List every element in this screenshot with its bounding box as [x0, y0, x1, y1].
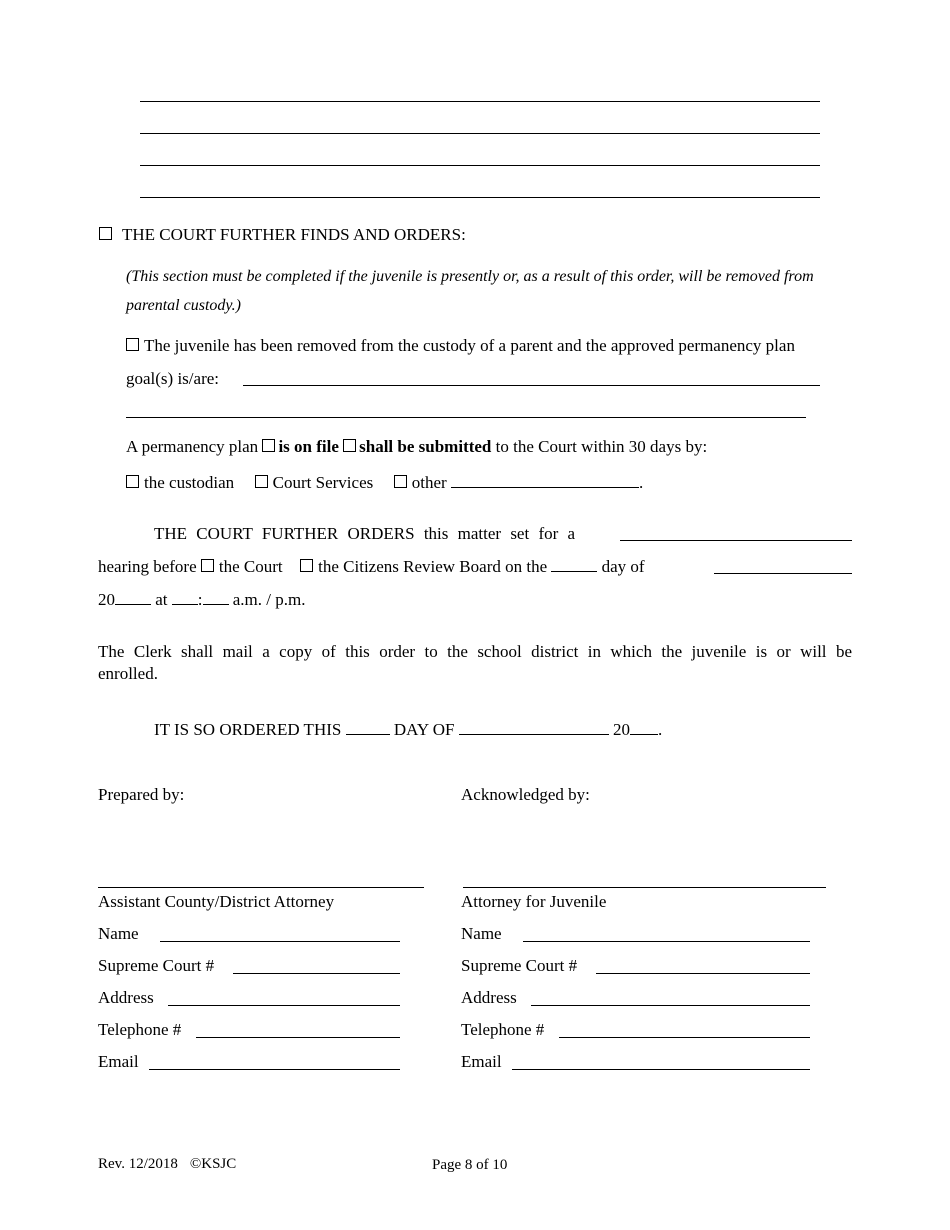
left-address-label: Address	[98, 988, 154, 1007]
hearing-year-input[interactable]	[115, 590, 151, 605]
custodian-checkbox[interactable]	[126, 475, 139, 488]
copyright-text: ©KSJC	[189, 1156, 237, 1172]
hearing-hour-input[interactable]	[172, 590, 198, 605]
right-address-input[interactable]	[531, 1005, 810, 1006]
board-checkbox[interactable]	[300, 559, 313, 572]
right-telephone-label: Telephone #	[461, 1020, 545, 1039]
right-supreme-input[interactable]	[596, 973, 810, 974]
prepared-by-label: Prepared by:	[98, 785, 185, 804]
ampm-label: a.m. / p.m.	[232, 590, 306, 609]
court-services-checkbox[interactable]	[255, 475, 268, 488]
custodian-label: the custodian	[144, 473, 235, 492]
ordered-day-of: DAY OF	[393, 720, 455, 739]
ordered-year-prefix: 20	[612, 720, 630, 739]
orders-line-1: THE COURT FURTHER ORDERS this matter set for a	[154, 524, 576, 543]
ordered-year-input[interactable]	[630, 720, 658, 735]
removed-text: The juvenile has been removed from the custody of a parent and the approved permanency plan	[144, 336, 795, 355]
page-number: Page 8 of 10	[432, 1157, 508, 1173]
other-input[interactable]	[451, 473, 639, 488]
left-name-label: Name	[98, 924, 139, 943]
findings-heading: THE COURT FURTHER FINDS AND ORDERS:	[122, 225, 466, 244]
right-title: Attorney for Juvenile	[461, 892, 607, 911]
blank-line-1[interactable]	[140, 101, 820, 102]
right-email-label: Email	[461, 1052, 502, 1071]
goals-input-2[interactable]	[126, 417, 806, 418]
time-colon: :	[197, 590, 203, 609]
court-services-label: Court Services	[272, 473, 374, 492]
clerk-line-2: enrolled.	[98, 664, 158, 683]
left-address-input[interactable]	[168, 1005, 400, 1006]
court-checkbox[interactable]	[201, 559, 214, 572]
hearing-month-input[interactable]	[714, 573, 852, 574]
left-email-input[interactable]	[149, 1069, 400, 1070]
ordered-month-input[interactable]	[459, 720, 609, 735]
findings-checkbox[interactable]	[99, 227, 112, 240]
blank-line-4[interactable]	[140, 197, 820, 198]
plan-suffix: to the Court within 30 days by:	[495, 437, 708, 456]
findings-heading-row	[99, 225, 466, 245]
goals-label: goal(s) is/are:	[126, 369, 219, 388]
left-email-label: Email	[98, 1052, 139, 1071]
clerk-line-1: The Clerk shall mail a copy of this order to the school district in which the juvenile is or will be	[98, 642, 852, 661]
right-signature-line[interactable]	[463, 887, 826, 888]
instruction-line-2: parental custody.)	[126, 297, 241, 314]
right-name-input[interactable]	[523, 941, 810, 942]
removed-checkbox[interactable]	[126, 338, 139, 351]
on-file-label: is on file	[278, 437, 339, 456]
on-file-checkbox[interactable]	[262, 439, 275, 452]
left-signature-line[interactable]	[98, 887, 424, 888]
shall-submit-checkbox[interactable]	[343, 439, 356, 452]
right-telephone-input[interactable]	[559, 1037, 810, 1038]
hearing-day-of: day of	[601, 557, 645, 576]
left-title: Assistant County/District Attorney	[98, 892, 335, 911]
orders-line-3	[98, 590, 305, 610]
right-address-label: Address	[461, 988, 517, 1007]
hearing-day-input[interactable]	[551, 557, 597, 572]
ordered-prefix: IT IS SO ORDERED THIS	[154, 720, 342, 739]
ordered-row	[154, 720, 662, 740]
ordered-period: .	[657, 720, 663, 739]
right-supreme-label: Supreme Court #	[461, 956, 578, 975]
submit-by-row	[126, 473, 643, 493]
board-label: the Citizens Review Board on the	[318, 557, 548, 576]
instruction-line-1: (This section must be completed if the juvenile is presently or, as a result of this order, will be removed from	[126, 268, 814, 285]
revision-text: Rev. 12/2018	[98, 1156, 178, 1172]
ordered-day-input[interactable]	[346, 720, 390, 735]
goals-input[interactable]	[243, 385, 820, 386]
hearing-type-input[interactable]	[620, 540, 852, 541]
hearing-before-label: hearing before	[98, 557, 197, 576]
shall-submit-label: shall be submitted	[359, 437, 492, 456]
right-email-input[interactable]	[512, 1069, 810, 1070]
hearing-minute-input[interactable]	[203, 590, 229, 605]
plan-row	[126, 437, 707, 457]
other-checkbox[interactable]	[394, 475, 407, 488]
the-court-label: the Court	[218, 557, 283, 576]
left-supreme-input[interactable]	[233, 973, 400, 974]
footer-revision	[98, 1156, 236, 1173]
acknowledged-by-label: Acknowledged by:	[461, 785, 590, 804]
hearing-year-prefix: 20	[98, 590, 115, 609]
right-name-label: Name	[461, 924, 502, 943]
left-supreme-label: Supreme Court #	[98, 956, 215, 975]
removed-row	[126, 336, 795, 356]
at-label: at	[155, 590, 168, 609]
other-period: .	[638, 473, 644, 492]
left-telephone-input[interactable]	[196, 1037, 400, 1038]
left-telephone-label: Telephone #	[98, 1020, 182, 1039]
blank-line-3[interactable]	[140, 165, 820, 166]
other-label: other	[411, 473, 447, 492]
left-name-input[interactable]	[160, 941, 400, 942]
blank-line-2[interactable]	[140, 133, 820, 134]
orders-line-2	[98, 557, 645, 577]
plan-prefix: A permanency plan	[126, 437, 259, 456]
